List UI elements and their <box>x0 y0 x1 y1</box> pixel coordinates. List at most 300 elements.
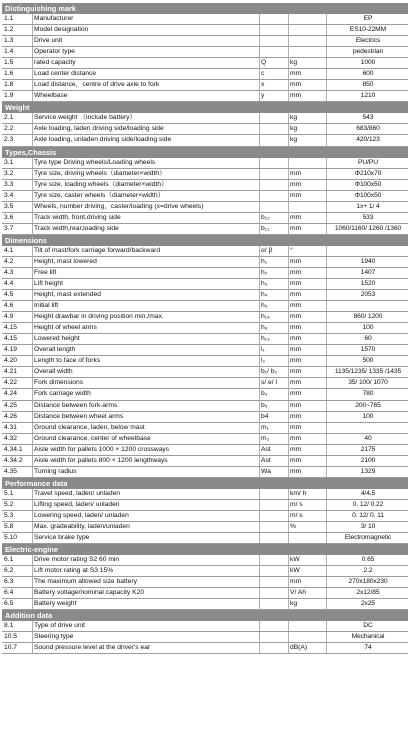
column-divider <box>288 202 289 212</box>
spec-number: 4.6 <box>4 302 14 310</box>
column-divider <box>259 566 260 576</box>
column-divider <box>32 334 33 344</box>
column-divider <box>259 312 260 322</box>
spec-description: Height drawbar in driving position min./max. <box>34 313 164 321</box>
spec-number: 1.8 <box>4 81 14 89</box>
column-divider <box>288 47 289 57</box>
spec-symbol <box>261 500 288 510</box>
spec-description: Fork dimensions <box>34 379 84 387</box>
spec-value: PU/PU <box>358 158 378 166</box>
column-divider <box>288 643 289 653</box>
spec-number: 4.19 <box>4 346 18 354</box>
spec-number: 2.3 <box>4 136 14 144</box>
column-divider <box>32 80 33 90</box>
column-divider <box>259 301 260 311</box>
spec-symbol <box>261 621 288 631</box>
spec-description: Load center distance <box>34 70 97 78</box>
column-divider <box>326 434 327 444</box>
column-divider <box>288 301 289 311</box>
column-divider <box>288 533 289 543</box>
spec-symbol <box>261 566 288 576</box>
column-divider <box>32 58 33 68</box>
column-divider <box>259 345 260 355</box>
column-divider <box>288 500 289 510</box>
column-divider <box>32 356 33 366</box>
column-divider <box>288 91 289 101</box>
spec-description: Track width,rear,loading side <box>34 224 119 232</box>
spec-symbol: Q <box>261 59 267 67</box>
spec-unit: mm <box>290 578 302 586</box>
spec-symbol: y <box>261 92 265 100</box>
section-header: Types,Chassis <box>2 147 408 158</box>
spec-unit: mm <box>290 70 302 78</box>
column-divider <box>326 489 327 499</box>
column-divider <box>259 158 260 168</box>
column-divider <box>326 180 327 190</box>
column-divider <box>326 389 327 399</box>
column-divider <box>32 378 33 388</box>
spec-row <box>2 124 408 135</box>
column-divider <box>259 577 260 587</box>
spec-number: 5.8 <box>4 522 14 530</box>
spec-unit: km/ h <box>290 489 307 497</box>
column-divider <box>259 246 260 256</box>
column-divider <box>288 191 289 201</box>
column-divider <box>259 555 260 565</box>
spec-number: 4.21 <box>4 368 18 376</box>
spec-description: Sound pressure level at the driver's ear <box>34 644 151 652</box>
column-divider <box>32 423 33 433</box>
column-divider <box>259 257 260 267</box>
spec-value: 0. 12/ 0. 11 <box>352 511 384 519</box>
spec-description: Height, mast extended <box>34 291 101 299</box>
spec-row <box>2 334 408 345</box>
spec-symbol: m₂ <box>261 434 270 442</box>
column-divider <box>326 334 327 344</box>
spec-description: Free lift <box>34 268 57 276</box>
spec-unit: mm <box>290 368 302 376</box>
spec-symbol: c <box>261 70 265 78</box>
spec-unit <box>290 202 326 212</box>
column-divider <box>259 423 260 433</box>
column-divider <box>288 124 289 134</box>
column-divider <box>326 323 327 333</box>
spec-description: Service brake type <box>34 534 90 542</box>
column-divider <box>288 412 289 422</box>
column-divider <box>32 135 33 145</box>
spec-unit: mm <box>290 357 302 365</box>
column-divider <box>259 135 260 145</box>
column-divider <box>326 643 327 653</box>
spec-description: Aisle width for pallets 1000 × 1200 crossways <box>34 445 170 453</box>
spec-description: Battery weight <box>34 600 77 608</box>
column-divider <box>288 401 289 411</box>
spec-unit: mm <box>290 467 302 475</box>
spec-row <box>2 290 408 301</box>
spec-row <box>2 47 408 58</box>
spec-row <box>2 401 408 412</box>
column-divider <box>32 312 33 322</box>
spec-value: 1135/1235/ 1335 /1435 <box>334 368 402 376</box>
column-divider <box>326 257 327 267</box>
column-divider <box>288 334 289 344</box>
column-divider <box>32 599 33 609</box>
column-divider <box>32 91 33 101</box>
column-divider <box>288 113 289 123</box>
spec-value: Φ210x70 <box>354 169 382 177</box>
column-divider <box>326 456 327 466</box>
column-divider <box>32 323 33 333</box>
column-divider <box>288 158 289 168</box>
column-divider <box>288 389 289 399</box>
column-divider <box>326 577 327 587</box>
spec-row <box>2 632 408 643</box>
column-divider <box>32 113 33 123</box>
spec-description: Wheelbase <box>34 92 68 100</box>
column-divider <box>259 456 260 466</box>
spec-row <box>2 412 408 423</box>
column-divider <box>32 257 33 267</box>
spec-symbol: x <box>261 81 265 89</box>
spec-description: Aisle width for pallets 800 × 1200 lengthways <box>34 456 168 464</box>
spec-unit: mm <box>290 180 302 188</box>
spec-row <box>2 279 408 290</box>
spec-symbol <box>261 577 288 587</box>
spec-number: 1.1 <box>4 15 14 22</box>
spec-unit: mm <box>290 401 302 409</box>
spec-number: 5.1 <box>4 489 14 497</box>
column-divider <box>259 643 260 653</box>
column-divider <box>259 356 260 366</box>
spec-value: 1x+ 1/ 4 <box>356 202 380 210</box>
column-divider <box>32 180 33 190</box>
spec-unit: mm <box>290 224 302 232</box>
spec-unit <box>290 36 326 46</box>
spec-row <box>2 246 408 257</box>
column-divider <box>259 533 260 543</box>
spec-unit: % <box>290 522 296 530</box>
spec-unit: mm <box>290 313 302 321</box>
spec-value: Electrics <box>355 37 381 45</box>
spec-value: 100 <box>362 324 374 332</box>
spec-symbol: h₂ <box>261 268 268 276</box>
column-divider <box>259 279 260 289</box>
column-divider <box>259 36 260 46</box>
column-divider <box>259 467 260 477</box>
spec-unit: mm <box>290 268 302 276</box>
section-block <box>2 147 408 235</box>
column-divider <box>326 522 327 532</box>
spec-row <box>2 268 408 279</box>
spec-description: Tyre type Driving wheels/Loading wheels <box>34 158 156 166</box>
spec-description: Max. gradeability, laden/unladen <box>34 522 130 530</box>
spec-row <box>2 511 408 522</box>
spec-symbol <box>261 533 288 543</box>
spec-unit: mm <box>290 434 302 442</box>
spec-value: 500 <box>362 357 374 365</box>
spec-symbol <box>261 180 288 190</box>
spec-row <box>2 91 408 102</box>
spec-description: Tyre size, caster wheels（diameter×width） <box>34 191 165 199</box>
spec-symbol <box>261 135 288 145</box>
spec-number: 4.15 <box>4 324 18 332</box>
spec-symbol: b₁/ b₂ <box>261 368 278 376</box>
spec-symbol: Ast <box>261 456 271 464</box>
spec-value: 543 <box>362 114 374 122</box>
spec-unit: mm <box>290 291 302 299</box>
spec-symbol: Ast <box>261 445 271 453</box>
column-divider <box>288 169 289 179</box>
spec-row <box>2 522 408 533</box>
spec-number: 6.4 <box>4 589 14 597</box>
column-divider <box>288 577 289 587</box>
spec-unit <box>290 632 326 642</box>
column-divider <box>326 246 327 256</box>
spec-number: 4.34.1 <box>4 445 23 453</box>
spec-symbol: Wa <box>261 467 271 475</box>
column-divider <box>326 467 327 477</box>
column-divider <box>288 632 289 642</box>
spec-unit: kW <box>290 567 300 575</box>
section-header: Weight <box>2 102 408 113</box>
column-divider <box>326 169 327 179</box>
column-divider <box>32 169 33 179</box>
spec-symbol <box>261 599 288 609</box>
spec-symbol <box>261 191 288 201</box>
spec-number: 3.7 <box>4 224 14 232</box>
column-divider <box>32 268 33 278</box>
section-block <box>2 3 408 102</box>
spec-symbol <box>261 555 288 565</box>
spec-unit <box>290 14 326 24</box>
spec-description: Travel speed, laden/ unladen <box>34 489 121 497</box>
column-divider <box>288 356 289 366</box>
column-divider <box>326 423 327 433</box>
spec-row <box>2 80 408 91</box>
spec-value: 1570 <box>360 346 376 354</box>
spec-number: 1.2 <box>4 26 14 34</box>
column-divider <box>32 621 33 631</box>
spec-symbol <box>261 158 288 168</box>
column-divider <box>32 434 33 444</box>
spec-value: 3/ 10 <box>360 522 376 530</box>
spec-row <box>2 533 408 544</box>
spec-number: 4.25 <box>4 401 18 409</box>
spec-symbol: b₃ <box>261 390 268 398</box>
column-divider <box>288 588 289 598</box>
spec-symbol: h₃ <box>261 279 268 287</box>
spec-row <box>2 555 408 566</box>
column-divider <box>326 290 327 300</box>
spec-number: 5.10 <box>4 534 18 542</box>
spec-description: Type of drive unit <box>34 622 85 630</box>
spec-unit: mm <box>290 412 302 420</box>
spec-value: EP <box>363 15 373 22</box>
spec-number: 8.1 <box>4 622 14 630</box>
column-divider <box>326 158 327 168</box>
spec-value: 4/4.5 <box>360 489 376 497</box>
column-divider <box>32 14 33 24</box>
spec-number: 4.24 <box>4 390 18 398</box>
column-divider <box>326 500 327 510</box>
spec-row <box>2 500 408 511</box>
spec-number: 4.15 <box>4 335 18 343</box>
spec-symbol <box>261 14 288 24</box>
section-header: Electric-engine <box>2 544 408 555</box>
spec-row <box>2 25 408 36</box>
spec-description: rated capacity <box>34 59 76 67</box>
spec-description: Tyre size, driving wheels（diameter×width） <box>34 169 166 177</box>
column-divider <box>32 47 33 57</box>
column-divider <box>326 588 327 598</box>
column-divider <box>32 500 33 510</box>
spec-row <box>2 180 408 191</box>
column-divider <box>32 69 33 79</box>
spec-row <box>2 577 408 588</box>
spec-value: 35/ 100/ 1070 <box>348 379 388 387</box>
spec-description: Model designation <box>34 26 89 34</box>
spec-description: Wheels, number driving，caster/loading (x=drive wheels) <box>34 202 204 210</box>
spec-row <box>2 345 408 356</box>
spec-symbol <box>261 113 288 123</box>
spec-description: Battery voltage/nominal capacity K20 <box>34 589 145 597</box>
spec-value: 270x180x230 <box>348 578 388 586</box>
column-divider <box>32 158 33 168</box>
column-divider <box>259 632 260 642</box>
column-divider <box>288 224 289 234</box>
column-divider <box>288 566 289 576</box>
column-divider <box>32 124 33 134</box>
spec-unit <box>290 533 326 543</box>
spec-symbol: m₁ <box>261 423 269 431</box>
spec-value: 1329 <box>360 467 376 475</box>
section-block <box>2 610 408 654</box>
spec-row <box>2 456 408 467</box>
column-divider <box>288 135 289 145</box>
spec-number: 4.3 <box>4 268 14 276</box>
column-divider <box>32 345 33 355</box>
column-divider <box>32 224 33 234</box>
spec-value: 74 <box>364 644 372 652</box>
spec-value: Φ100x50 <box>354 180 382 188</box>
spec-unit: mm <box>290 169 302 177</box>
spec-number: 4.2 <box>4 257 14 265</box>
spec-value <box>328 246 408 256</box>
spec-description: The maximum allowed size battery <box>34 578 137 586</box>
column-divider <box>259 389 260 399</box>
column-divider <box>288 621 289 631</box>
spec-unit: mm <box>290 191 302 199</box>
spec-number: 5.2 <box>4 500 14 508</box>
column-divider <box>259 268 260 278</box>
column-divider <box>288 456 289 466</box>
column-divider <box>288 434 289 444</box>
spec-symbol: l₁ <box>261 346 265 354</box>
column-divider <box>32 588 33 598</box>
column-divider <box>32 456 33 466</box>
spec-number: 6.3 <box>4 578 14 586</box>
spec-row <box>2 356 408 367</box>
spec-symbol <box>261 25 288 35</box>
spec-row <box>2 113 408 124</box>
column-divider <box>32 511 33 521</box>
spec-number: 4.20 <box>4 357 18 365</box>
spec-row <box>2 621 408 632</box>
spec-value: 1210 <box>360 92 376 100</box>
column-divider <box>288 555 289 565</box>
column-divider <box>288 290 289 300</box>
column-divider <box>288 345 289 355</box>
column-divider <box>288 268 289 278</box>
column-divider <box>259 412 260 422</box>
spec-symbol <box>261 47 288 57</box>
column-divider <box>326 555 327 565</box>
spec-number: 4.5 <box>4 291 14 299</box>
spec-row <box>2 389 408 400</box>
spec-description: Lift height <box>34 279 63 287</box>
column-divider <box>288 69 289 79</box>
spec-description: Ground clearance, laden, below mast <box>34 423 145 431</box>
spec-row <box>2 169 408 180</box>
column-divider <box>259 323 260 333</box>
spec-value: 860/ 1200 <box>353 313 383 321</box>
column-divider <box>259 334 260 344</box>
column-divider <box>326 69 327 79</box>
column-divider <box>326 124 327 134</box>
spec-value: Electromagnetic <box>344 534 392 542</box>
column-divider <box>326 14 327 24</box>
spec-row <box>2 158 408 169</box>
spec-unit: m/ s <box>290 511 303 519</box>
spec-value <box>328 423 408 433</box>
column-divider <box>326 401 327 411</box>
spec-description: Height of wheel arms <box>34 324 97 332</box>
spec-row <box>2 36 408 47</box>
column-divider <box>288 36 289 46</box>
column-divider <box>326 25 327 35</box>
spec-number: 4.22 <box>4 379 18 387</box>
spec-number: 3.6 <box>4 213 14 221</box>
column-divider <box>259 25 260 35</box>
column-divider <box>259 113 260 123</box>
spec-number: 4.26 <box>4 412 18 420</box>
spec-row <box>2 445 408 456</box>
spec-symbol <box>261 511 288 521</box>
column-divider <box>326 213 327 223</box>
column-divider <box>288 367 289 377</box>
spec-row <box>2 191 408 202</box>
spec-number: 4.31 <box>4 423 18 431</box>
spec-number: 10.7 <box>4 644 18 652</box>
column-divider <box>32 445 33 455</box>
section-header: Addition data <box>2 610 408 621</box>
spec-symbol <box>261 124 288 134</box>
spec-value: 0. 12/ 0.22 <box>352 500 384 508</box>
spec-symbol: l₂ <box>261 357 266 365</box>
spec-value: 2x12/85 <box>356 589 380 597</box>
spec-row <box>2 69 408 80</box>
spec-value: 2175 <box>360 445 376 453</box>
spec-number: 3.3 <box>4 180 14 188</box>
spec-sheet <box>2 3 408 654</box>
spec-row <box>2 599 408 610</box>
spec-number: 2.1 <box>4 114 14 122</box>
column-divider <box>288 323 289 333</box>
column-divider <box>326 113 327 123</box>
column-divider <box>326 91 327 101</box>
spec-symbol: b4 <box>261 412 269 420</box>
column-divider <box>32 191 33 201</box>
